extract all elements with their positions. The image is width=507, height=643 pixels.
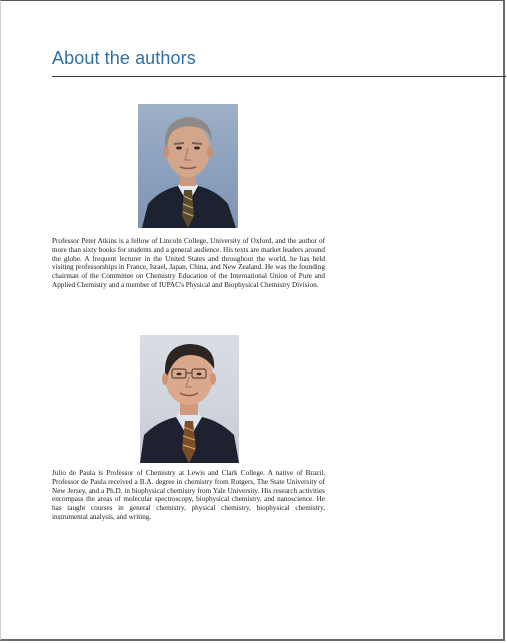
author-photo-de-paula xyxy=(140,335,239,463)
author-bio-de-paula: Julio de Paula is Professor of Chemistry at Lewis and Clark College. A native of Brazil, Professor de Paula received a B.A. degree in chemistry from Rutgers, The State University of New Jersey, and a Ph.D. in biophysical chemistry from Yale University. His research activities encompass the areas of molecular spectroscopy, biophysical chemistry, and nanoscience. He has taught courses in general chemistry, physical chemistry, biophysical chemistry, instrumental analysis, and writing. xyxy=(52,469,325,521)
author-photo-atkins xyxy=(138,104,238,228)
heading-rule xyxy=(52,76,506,77)
de-paula-portrait-illustration xyxy=(140,335,239,463)
page-heading: About the authors xyxy=(52,48,196,68)
author-bio-atkins: Professor Peter Atkins is a fellow of Lincoln College, University of Oxford, and the author of more than sixty books for students and a general audience. His texts are market leaders around the globe. A frequent lecturer in the United States and throughout the world, he has held visiting professorships in France, Israel, Japan, China, and New Zealand. He was the founding chairman of the Committee on Chemistry Education of the International Union of Pure and Applied Chemistry and a member of IUPAC's Physical and Biophysical Chemistry Division. xyxy=(52,237,325,289)
atkins-portrait-illustration xyxy=(138,104,238,228)
